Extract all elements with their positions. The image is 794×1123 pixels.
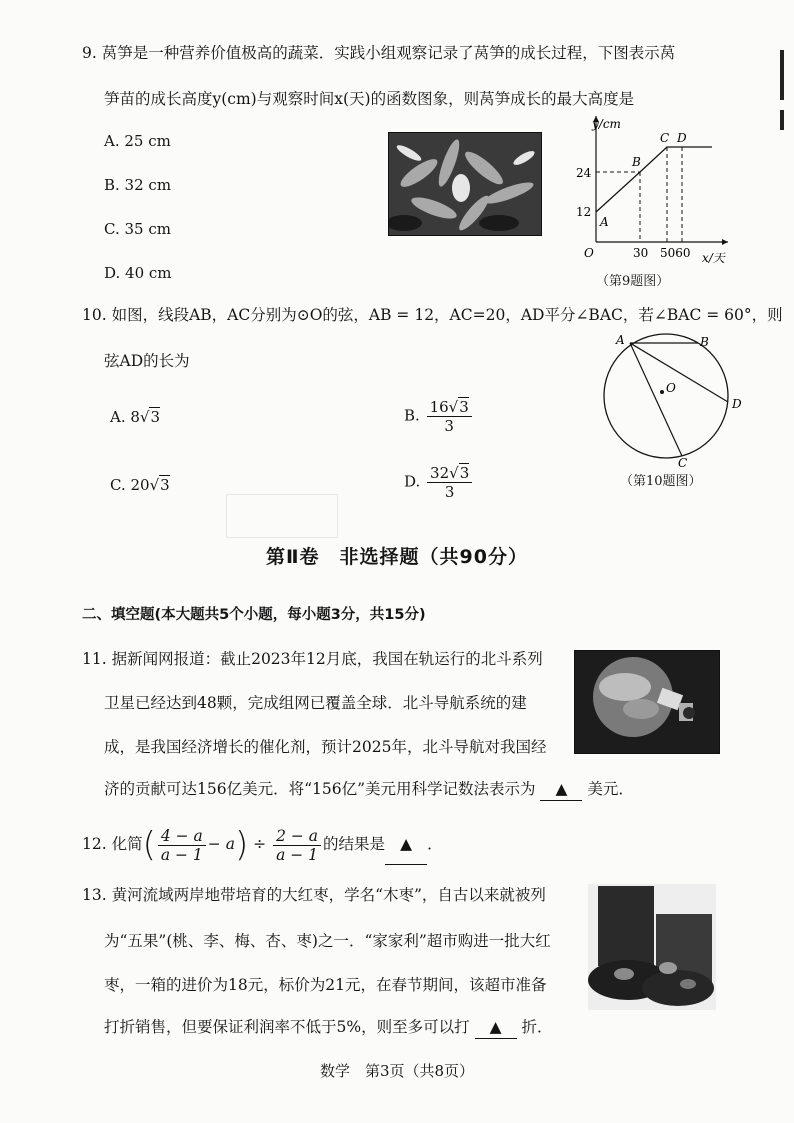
section-title: 第Ⅱ卷 非选择题（共90分） xyxy=(266,546,528,568)
q11-line2: 卫星已经达到48颗，完成组网已覆盖全球．北斗导航系统的建 xyxy=(104,694,527,712)
sqrt-sign-icon: √ xyxy=(448,398,459,416)
answer-blank: ▲ xyxy=(475,1016,517,1039)
point-a-label: A xyxy=(600,215,609,229)
x-axis-label: x/天 xyxy=(702,251,725,265)
q13-line4: 打折销售，但要保证利润率不低于5%，则至多可以打 ▲ 折． xyxy=(104,1016,552,1039)
q10-stem-line2: 弦AD的长为 xyxy=(104,352,190,370)
x-tick-30: 30 xyxy=(633,246,649,260)
q10-option-a: A. 8√3 xyxy=(110,408,161,426)
scan-edge-mark xyxy=(780,110,784,130)
point-b-label: B xyxy=(632,155,641,169)
q13-line1: 13. 黄河流域两岸地带培育的大红枣，学名“木枣”，自古以来就被列 xyxy=(82,886,546,904)
scan-artifact xyxy=(226,494,338,538)
q9-option-b: B. 32 cm xyxy=(104,176,172,194)
part2-heading: 二、填空题(本大题共5个小题，每小题3分，共15分) xyxy=(82,607,426,623)
label-o: O xyxy=(666,381,676,395)
left-paren-icon: ( xyxy=(142,825,156,865)
jujube-illustration xyxy=(588,884,716,1010)
sqrt-sign-icon: √ xyxy=(139,408,150,426)
scan-edge-mark xyxy=(780,50,784,100)
y-tick-12: 12 xyxy=(576,205,592,219)
chord-ac xyxy=(630,343,682,456)
sqrt-sign-icon: √ xyxy=(149,476,160,494)
q9-caption: （第9题图） xyxy=(596,274,670,289)
label-a: A xyxy=(616,333,625,347)
point-c-label: C xyxy=(660,131,670,145)
q9-function-graph xyxy=(572,112,732,268)
q9-stem-line2: 笋苗的成长高度y(cm)与观察时间x(天)的函数图象，则莴笋成长的最大高度是 xyxy=(104,90,635,108)
sqrt-sign-icon: √ xyxy=(449,464,459,482)
q10-stem-line1: 10. 如图，线段AB，AC分别为⊙O的弦，AB = 12，AC=20，AD平分∠BAC，若∠BAC = 60°，则 xyxy=(82,306,783,324)
q9-option-a: A. 25 cm xyxy=(104,132,171,150)
jujube-photo xyxy=(588,884,716,1010)
page-footer: 数学 第3页（共8页） xyxy=(319,1062,475,1080)
q13-line3: 枣，一箱的进价为18元，标价为21元，在春节期间，该超市准备 xyxy=(104,976,547,994)
origin-label: O xyxy=(584,246,594,260)
q9-option-c: C. 35 cm xyxy=(104,220,171,238)
answer-blank: ▲ xyxy=(385,824,427,865)
q10-caption: （第10题图） xyxy=(620,474,702,489)
label-c: C xyxy=(678,456,688,468)
growth-curve xyxy=(596,147,712,212)
q12-line: 12. 化简( $\frac{4 - a}{a - 1}$ − a) ÷ $\frac{2 - a}{a - 1}$ 的结果是 ▲ ． xyxy=(82,825,443,865)
q9-stem-line1: 9. 莴笋是一种营养价值极高的蔬菜．实践小组观察记录了莴笋的成长过程，下图表示莴 xyxy=(82,44,676,62)
q9-option-d: D. 40 cm xyxy=(104,264,172,282)
circle-o xyxy=(604,334,728,458)
q10-option-d: D. $\frac{32√3}{3}$ xyxy=(404,464,474,501)
q13-line2: 为“五果”(桃、李、梅、杏、枣)之一．“家家利”超市购进一批大红 xyxy=(104,932,551,950)
y-axis-label: y/cm xyxy=(592,117,621,131)
answer-blank: ▲ xyxy=(540,778,582,801)
lettuce-photo-illustration xyxy=(389,133,541,235)
q10-option-c: C. 20√3 xyxy=(110,476,170,494)
satellite-photo xyxy=(574,650,720,754)
lettuce-photo xyxy=(388,132,542,236)
label-b: B xyxy=(700,335,709,349)
chord-ad xyxy=(630,343,728,402)
q10-option-b: B. $\frac{16√3}{3}$ xyxy=(404,398,474,435)
label-d: D xyxy=(732,397,742,411)
q11-line4: 济的贡献可达156亿美元．将“156亿”美元用科学记数法表示为 ▲ 美元． xyxy=(104,778,634,801)
q10-circle-figure xyxy=(594,326,744,468)
right-paren-icon: ) xyxy=(234,825,249,865)
y-tick-24: 24 xyxy=(576,166,592,180)
q11-line3: 成，是我国经济增长的催化剂，预计2025年，北斗导航对我国经 xyxy=(104,738,547,756)
satellite-illustration xyxy=(575,651,719,753)
x-axis-arrow-icon xyxy=(722,239,728,245)
point-d-label: D xyxy=(677,131,687,145)
center-point xyxy=(660,390,664,394)
q11-line1: 11. 据新闻网报道：截止2023年12月底，我国在轨运行的北斗系列 xyxy=(82,650,543,668)
x-tick-5060: 5060 xyxy=(660,246,691,260)
